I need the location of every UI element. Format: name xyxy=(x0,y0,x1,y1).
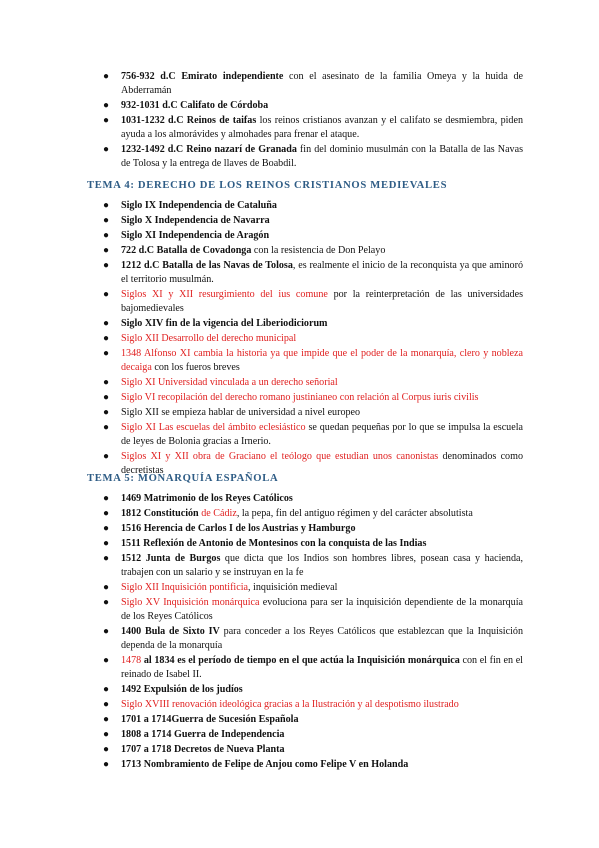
bullet-icon: ● xyxy=(103,215,110,226)
bold-text: 756-932 d.C Emirato independiente xyxy=(121,71,284,82)
list-item xyxy=(103,743,523,757)
highlighted-text: Siglo XII Desarrollo del derecho municipal xyxy=(121,332,297,344)
list-item xyxy=(103,596,523,624)
list-item xyxy=(103,199,523,213)
item-text: con el asesinato de la familia Omeya y la huida de Abderramán xyxy=(121,71,523,96)
bullet-icon: ● xyxy=(103,523,110,534)
highlighted-text: de Cádiz xyxy=(198,508,237,519)
bullet-icon: ● xyxy=(103,758,110,770)
list-item xyxy=(103,581,523,595)
list-item xyxy=(103,537,523,551)
section-heading-tema-5: TEMA 5: MONARQUÍA ESPAÑOLA xyxy=(87,473,279,484)
bullet-icon: ● xyxy=(103,99,110,111)
list-item xyxy=(103,317,523,331)
list-item xyxy=(103,713,523,727)
bold-text: 1512 Junta de Burgos xyxy=(121,553,221,564)
bullet-icon: ● xyxy=(103,654,110,666)
list-item xyxy=(103,552,523,580)
bold-text: 1400 Bula de Sixto IV xyxy=(121,625,220,637)
bold-text: Siglo X Independencia de Navarra xyxy=(121,215,270,226)
list-item xyxy=(103,259,523,287)
list-item xyxy=(103,347,523,375)
bold-text: 1707 a 1718 Decretos de Nueva Planta xyxy=(121,743,285,755)
bullet-icon: ● xyxy=(103,200,110,211)
list-item xyxy=(103,332,523,346)
list-item xyxy=(103,288,523,316)
bold-text: 1492 Expulsión de los judíos xyxy=(121,683,243,695)
item-text: se quedan pequeñas por lo que se impulsa la escuela de leyes de Bolonia gracias a Irnerio. xyxy=(121,421,523,447)
highlighted-text: Siglo XI Las escuelas del ámbito eclesiástico xyxy=(121,421,306,433)
bold-text: 1511 Reflexión de Antonio de Montesinos con la conquista de las Indias xyxy=(121,538,427,549)
item-text: para conceder a los Reyes Católicos que establezcan que la Inquisición dependa de la monarquía xyxy=(121,625,523,651)
bullet-icon: ● xyxy=(103,376,110,388)
highlighted-text: Siglo XVIII renovación ideológica gracias a la Ilustración y al despotismo ilustrado xyxy=(121,698,459,710)
bullet-icon: ● xyxy=(103,347,110,359)
item-text: por la reinterpretación de las universidades bajomedievales xyxy=(121,288,524,314)
bullet-icon: ● xyxy=(103,538,110,549)
list-item xyxy=(103,391,523,405)
item-text: , inquisición medieval xyxy=(248,581,338,593)
bullet-icon: ● xyxy=(103,143,110,155)
bullet-icon: ● xyxy=(103,743,110,755)
list-item xyxy=(103,698,523,712)
bullet-icon: ● xyxy=(103,713,110,725)
list-item xyxy=(103,406,523,420)
bullet-icon: ● xyxy=(103,596,110,608)
highlighted-text: Siglo XV Inquisición monárquica xyxy=(121,596,260,608)
bullet-icon: ● xyxy=(103,625,110,637)
list-item xyxy=(103,492,523,506)
item-text: los reinos cristianos avanzan y el califato se desmiembra, piden ayuda a los almorávides y almohades para frenar el ataque. xyxy=(121,114,524,140)
item-text: Siglo XII se empieza hablar de universidad a nivel europeo xyxy=(121,406,361,418)
list-item xyxy=(103,683,523,697)
item-text: , la pepa, fin del antiguo régimen y del carácter absolutista xyxy=(236,508,473,519)
list-item xyxy=(103,507,523,521)
bullet-icon: ● xyxy=(103,683,110,695)
list-item xyxy=(103,728,523,742)
item-text: fin del dominio musulmán con la Batalla de las Navas de Tolosa y la entrega de llaves de Boabdil. xyxy=(121,143,523,169)
bullet-icon: ● xyxy=(103,288,110,300)
highlighted-text: Siglos XI y XII resurgimiento del ius comune xyxy=(121,288,328,300)
item-text: evoluciona para ser la inquisición dependiente de la monarquía de los Reyes Católicos xyxy=(121,596,523,622)
bold-text: 1701 a 1714Guerra de Sucesión Española xyxy=(121,713,299,725)
list-item xyxy=(103,625,523,653)
list-item xyxy=(103,143,523,171)
bullet-icon: ● xyxy=(103,230,110,241)
intro-list xyxy=(103,70,523,172)
bold-text: 1808 a 1714 Guerra de Independencia xyxy=(121,728,285,740)
list-item xyxy=(103,229,523,243)
bold-text: 1516 Herencia de Carlos I de los Austrias y Hamburgo xyxy=(121,523,356,534)
list-item xyxy=(103,70,523,98)
bold-text: 722 d.C Batalla de Covadonga xyxy=(121,245,252,256)
list-item xyxy=(103,421,523,449)
item-text: con la resistencia de Don Pelayo xyxy=(251,245,386,256)
item-text: , es realmente el inicio de la reconquista ya que aminoró el territorio musulmán. xyxy=(121,260,523,285)
highlighted-text: Siglos XI y XII obra de Graciano el teólogo que estudian unos canonistas xyxy=(121,450,439,462)
bullet-icon: ● xyxy=(103,698,110,710)
tema-4-list xyxy=(103,199,523,479)
highlighted-text: 1348 Alfonso XI cambia la historia ya que impide que el poder de la monarquía, clero y nobleza decaiga xyxy=(121,347,523,373)
bold-text: Siglo XI Independencia de Aragón xyxy=(121,230,270,241)
bullet-icon: ● xyxy=(103,332,110,344)
bullet-icon: ● xyxy=(103,317,110,329)
list-item xyxy=(103,114,523,142)
bold-text: 1469 Matrimonio de los Reyes Católicos xyxy=(121,493,293,504)
bullet-icon: ● xyxy=(103,728,110,740)
bullet-icon: ● xyxy=(103,391,110,403)
list-item xyxy=(103,214,523,228)
item-text: con los fueros breves xyxy=(151,361,240,373)
bullet-icon: ● xyxy=(103,421,110,433)
bold-text: Siglo XIV fin de la vigencia del Liberiodiciorum xyxy=(121,317,328,329)
bold-text: 1031-1232 d.C Reinos de taifas xyxy=(121,114,257,126)
list-item xyxy=(103,758,523,772)
list-item xyxy=(103,244,523,258)
bullet-icon: ● xyxy=(103,245,110,256)
item-text: denominados como decretistas xyxy=(121,450,523,476)
list-item xyxy=(103,522,523,536)
highlighted-text: 1478 xyxy=(121,654,142,666)
highlighted-text: Siglo XII Inquisición pontificia xyxy=(121,581,248,593)
bullet-icon: ● xyxy=(103,406,110,418)
bold-text: 1212 d.C Batalla de las Navas de Tolosa xyxy=(121,260,293,271)
bullet-icon: ● xyxy=(103,508,110,519)
bullet-icon: ● xyxy=(103,581,110,593)
bold-text: 1232-1492 d.C Reino nazarí de Granada xyxy=(121,143,297,155)
bullet-icon: ● xyxy=(103,493,110,504)
bold-text: Siglo IX Independencia de Cataluña xyxy=(121,200,277,211)
bullet-icon: ● xyxy=(103,71,110,82)
bold-text: 932-1031 d.C Califato de Córdoba xyxy=(121,99,269,111)
highlighted-text: Siglo VI recopilación del derecho romano justinianeo con relación al Corpus iuris civilis xyxy=(121,391,479,403)
bullet-icon: ● xyxy=(103,260,110,271)
bold-text: 1713 Nombramiento de Felipe de Anjou como Felipe V en Holanda xyxy=(121,758,409,770)
bold-text: al 1834 es el período de tiempo en el que actúa la Inquisición monárquica xyxy=(141,654,460,666)
list-item xyxy=(103,376,523,390)
bullet-icon: ● xyxy=(103,114,110,126)
tema-5-list xyxy=(103,492,523,773)
item-text: que dicta que los Indios son hombres libres, posean casa y hacienda, trabajen con un salario y se instruyan en la fe xyxy=(121,553,524,578)
list-item xyxy=(103,654,523,682)
bold-text: 1812 Constitución xyxy=(121,508,199,519)
bullet-icon: ● xyxy=(103,553,110,564)
item-text: con el fin en el reinado de Isabel II. xyxy=(121,654,523,680)
bullet-icon: ● xyxy=(103,450,110,462)
list-item xyxy=(103,99,523,113)
highlighted-text: Siglo XI Universidad vinculada a un derecho señorial xyxy=(121,376,338,388)
section-heading-tema-4: TEMA 4: DERECHO DE LOS REINOS CRISTIANOS MEDIEVALES xyxy=(87,180,448,191)
